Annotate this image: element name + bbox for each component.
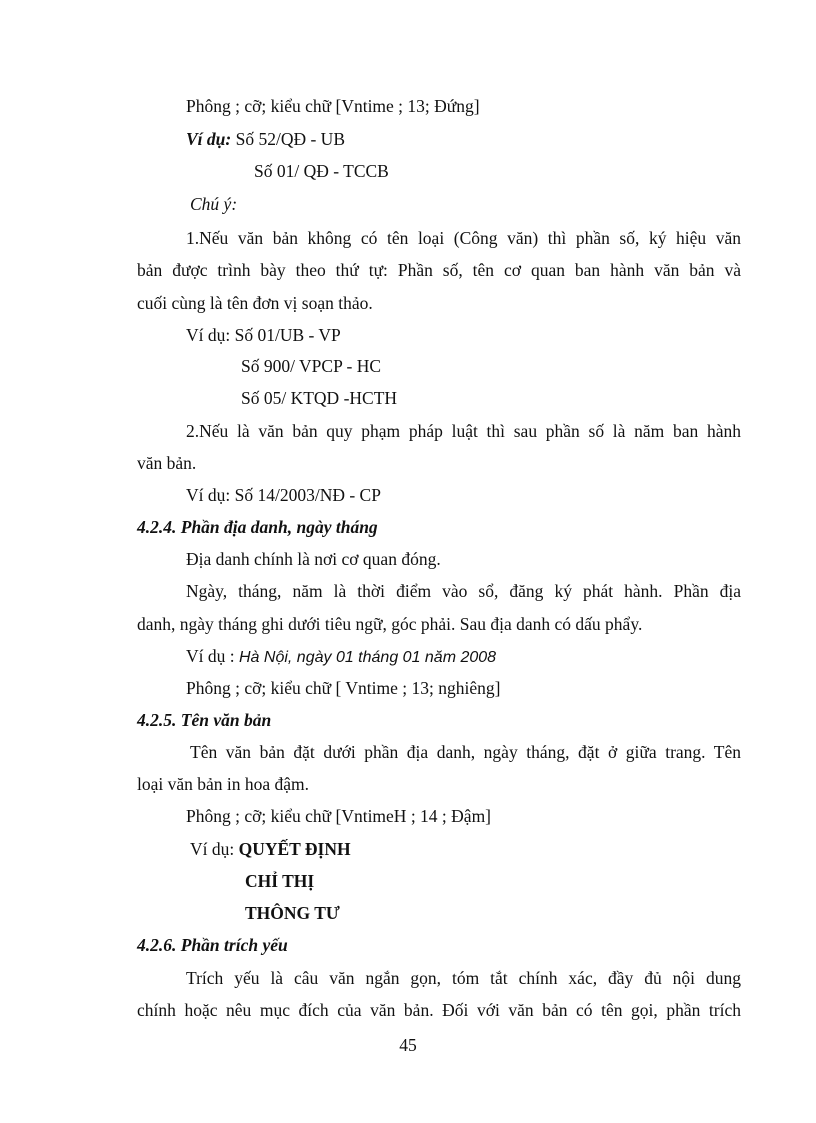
- example-4-line: [186, 645, 496, 669]
- para-4-2-4-1: Địa danh chính là nơi cơ quan đóng.: [186, 549, 441, 569]
- para-4-2-6-line-1: Trích yếu là câu văn ngắn gọn, tóm tắt chính xác, đầy đủ nội dung: [186, 968, 741, 988]
- para-4-2-4-2-line-1: Ngày, tháng, năm là thời điểm vào sổ, đăng ký phát hành. Phần địa: [186, 581, 741, 601]
- note-label: Chú ý:: [190, 194, 238, 214]
- note-2-line-1: 2.Nếu là văn bản quy phạm pháp luật thì sau phần số là năm ban hành: [186, 421, 741, 441]
- example-2c-line: Số 05/ KTQD -HCTH: [241, 388, 398, 408]
- example-5c-line: THÔNG TƯ: [245, 903, 340, 923]
- example-3-line: Ví dụ: Số 14/2003/NĐ - CP: [186, 485, 381, 505]
- para-4-2-5-line-1: Tên văn bản đặt dưới phần địa danh, ngày tháng, đặt ở giữa trang. Tên: [190, 742, 741, 762]
- example-5-line: [190, 838, 351, 860]
- example-2b-line: Số 900/ VPCP - HC: [241, 356, 382, 376]
- example-2-line: Ví dụ: Số 01/UB - VP: [186, 325, 341, 345]
- example-value: Hà Nội, ngày 01 tháng 01 năm 2008: [239, 649, 497, 666]
- para-4-2-5-line-2: loại văn bản in hoa đậm.: [137, 774, 310, 794]
- example-5b-line: CHỈ THỊ: [245, 871, 315, 891]
- section-heading-4-2-5: 4.2.5. Tên văn bản: [137, 710, 272, 730]
- section-heading-4-2-4: 4.2.4. Phần địa danh, ngày tháng: [137, 517, 378, 537]
- section-heading-4-2-6: 4.2.6. Phần trích yếu: [137, 935, 288, 955]
- note-1-line-1: 1.Nếu văn bản không có tên loại (Công văn) thì phần số, ký hiệu văn: [186, 228, 741, 248]
- example-1b-line: Số 01/ QĐ - TCCB: [254, 161, 389, 181]
- note-2-line-2: văn bản.: [137, 453, 197, 473]
- para-4-2-4-2-line-2: danh, ngày tháng ghi dưới tiêu ngữ, góc phải. Sau địa danh có dấu phẩy.: [137, 614, 643, 634]
- example-label: Ví dụ :: [186, 646, 235, 666]
- page-number: 45: [399, 1035, 417, 1055]
- example-label: Ví dụ:: [186, 129, 232, 149]
- example-value: Số 52/QĐ - UB: [235, 129, 345, 149]
- font-spec-line-2: Phông ; cỡ; kiểu chữ [ Vntime ; 13; nghiêng]: [186, 678, 501, 698]
- example-1-line: [186, 128, 345, 150]
- note-1-line-3: cuối cùng là tên đơn vị soạn thảo.: [137, 293, 373, 313]
- font-spec-line-1: Phông ; cỡ; kiểu chữ [Vntime ; 13; Đứng]: [186, 96, 480, 116]
- example-value: QUYẾT ĐỊNH: [238, 839, 351, 859]
- para-4-2-6-line-2: chính hoặc nêu mục đích của văn bản. Đối với văn bản có tên gọi, phần trích: [137, 1000, 741, 1020]
- note-1-line-2: bản được trình bày theo thứ tự: Phần số, tên cơ quan ban hành văn bản và: [137, 260, 741, 280]
- example-label: Ví dụ:: [190, 839, 235, 859]
- font-spec-line-3: Phông ; cỡ; kiểu chữ [VntimeH ; 14 ; Đậm]: [186, 806, 492, 826]
